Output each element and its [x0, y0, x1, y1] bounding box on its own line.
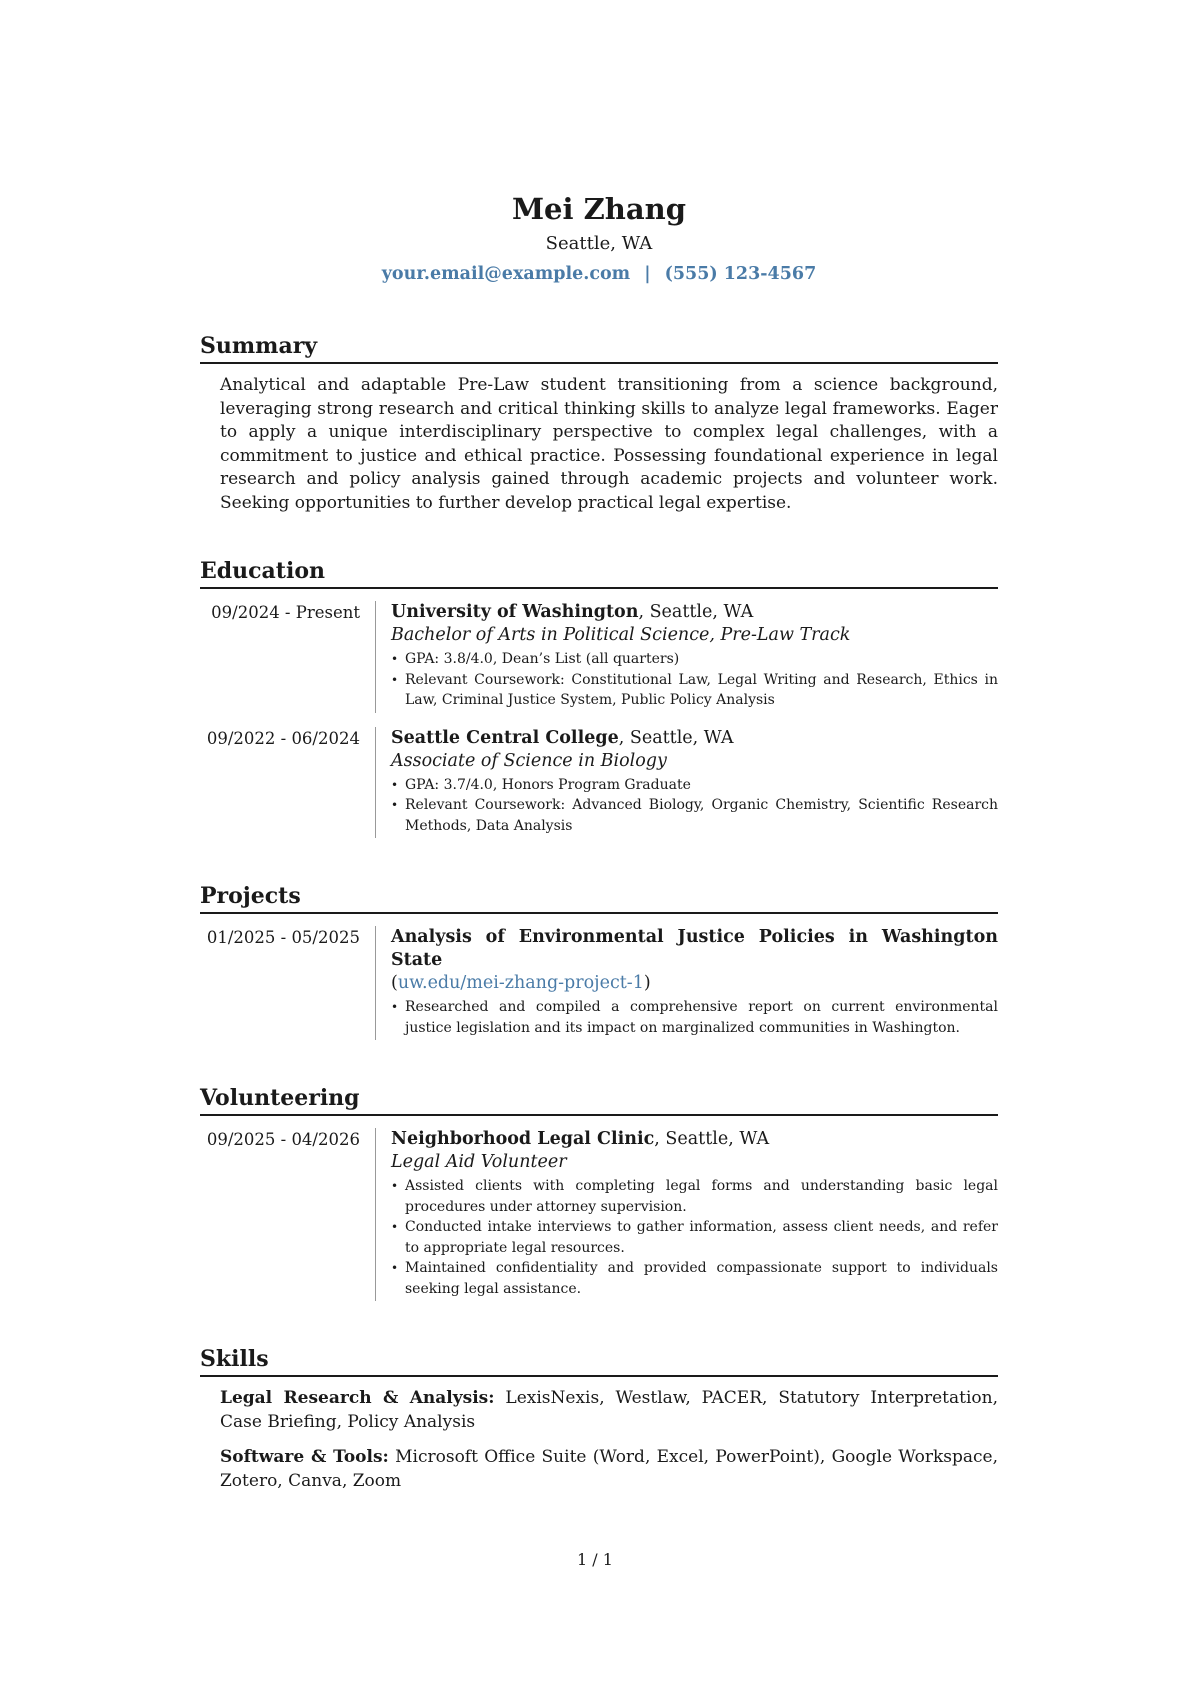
- bullet-item: • Relevant Coursework: Advanced Biology, Organic Chemistry, Scientific Research Methods, Data Analysis: [391, 795, 998, 836]
- bullet-item: • GPA: 3.8/4.0, Dean’s List (all quarters): [391, 649, 998, 670]
- role-title: Legal Aid Volunteer: [391, 1152, 567, 1172]
- resume-page: [200, 190, 998, 1493]
- entry-body: [375, 727, 998, 839]
- education-entry: [200, 727, 998, 839]
- candidate-name: Mei Zhang: [511, 192, 687, 226]
- entry-title: [391, 601, 998, 624]
- skills-section: [200, 1345, 998, 1493]
- section-title-skills: Skills: [200, 1345, 998, 1377]
- skill-row: [220, 1446, 998, 1493]
- project-name: Analysis of Environmental Justice Policies in Washington State: [391, 927, 998, 970]
- summary-text: Analytical and adaptable Pre-Law student transitioning from a science background, leveraging strong research and critical thinking skills to analyze legal frameworks. Eager to apply a unique interdisciplinary perspective to complex legal challenges, with a commitment to justice and ethical practice. Possessing foundational experience in legal research and policy analysis gained through academic projects and volunteer work. Seeking opportunities to further develop practical legal expertise.: [220, 375, 998, 513]
- bullet-item: • GPA: 3.7/4.0, Honors Program Graduate: [391, 775, 998, 796]
- page-number: 1 / 1: [577, 1550, 613, 1569]
- entry-date: 09/2022 - 06/2024: [206, 728, 360, 748]
- bullet-item: • Maintained confidentiality and provided compassionate support to individuals seeking legal assistance.: [391, 1258, 998, 1299]
- entry-body: [375, 926, 998, 1040]
- institution-name: University of Washington: [391, 602, 639, 622]
- project-link-line: [391, 972, 998, 995]
- degree-title: Bachelor of Arts in Political Science, Pre-Law Track: [391, 625, 851, 645]
- entry-body: [375, 601, 998, 713]
- institution-location: , Seattle, WA: [638, 602, 754, 622]
- section-title-summary: Summary: [200, 332, 998, 364]
- entry-bullets: [391, 1176, 998, 1299]
- entry-body: [375, 1128, 998, 1301]
- resume-header: [200, 190, 998, 286]
- organization-location: , Seattle, WA: [654, 1129, 770, 1149]
- education-section: [200, 557, 998, 838]
- skills-list: [220, 1387, 998, 1493]
- section-title-projects: Projects: [200, 882, 998, 914]
- project-entry: [200, 926, 998, 1040]
- organization-name: Neighborhood Legal Clinic: [391, 1129, 655, 1149]
- entry-bullets: [391, 775, 998, 837]
- bullet-item: • Assisted clients with completing legal forms and understanding basic legal procedures under attorney supervision.: [391, 1176, 998, 1217]
- project-link[interactable]: uw.edu/mei-zhang-project-1: [397, 973, 644, 993]
- link-paren-open: (: [391, 973, 398, 993]
- email-link[interactable]: your.email@example.com: [381, 264, 631, 284]
- bullet-item: • Conducted intake interviews to gather information, assess client needs, and refer to appropriate legal resources.: [391, 1217, 998, 1258]
- degree-title: Associate of Science in Biology: [391, 750, 667, 771]
- summary-section: [200, 332, 998, 515]
- skill-label: Legal Research & Analysis:: [220, 1388, 495, 1408]
- section-title-education: Education: [200, 557, 998, 589]
- entry-title: [391, 1128, 998, 1151]
- contact-separator: |: [644, 264, 651, 284]
- volunteering-section: [200, 1084, 998, 1301]
- skill-row: [220, 1387, 998, 1434]
- education-entry: [200, 601, 998, 713]
- entry-date: 09/2024 - Present: [211, 603, 360, 622]
- phone-link[interactable]: (555) 123-4567: [664, 264, 817, 284]
- link-paren-close: ): [643, 973, 651, 993]
- skill-value: LexisNexis, Westlaw, PACER, Statutory Interpretation, Case Briefing, Policy Analysis: [220, 1388, 998, 1432]
- skill-value: Microsoft Office Suite (Word, Excel, PowerPoint), Google Workspace, Zotero, Canva, Zoom: [220, 1447, 998, 1491]
- candidate-location: Seattle, WA: [545, 233, 653, 254]
- contact-line: [200, 262, 998, 286]
- section-title-volunteering: Volunteering: [200, 1084, 998, 1116]
- skill-label: Software & Tools:: [220, 1447, 389, 1467]
- institution-name: Seattle Central College: [391, 727, 619, 748]
- entry-title: [391, 727, 998, 750]
- bullet-item: • Relevant Coursework: Constitutional Law, Legal Writing and Research, Ethics in Law, Criminal Justice System, Public Policy Analysis: [391, 670, 998, 711]
- entry-date: 01/2025 - 05/2025: [206, 928, 360, 947]
- entry-date: 09/2025 - 04/2026: [206, 1130, 360, 1149]
- volunteering-entry: [200, 1128, 998, 1301]
- entry-bullets: [391, 997, 998, 1038]
- entry-title: [391, 926, 998, 972]
- entry-bullets: [391, 649, 998, 711]
- institution-location: , Seattle, WA: [618, 727, 734, 748]
- projects-section: [200, 882, 998, 1040]
- bullet-item: • Researched and compiled a comprehensive report on current environmental justice legislation and its impact on marginalized communities in Washington.: [391, 997, 998, 1038]
